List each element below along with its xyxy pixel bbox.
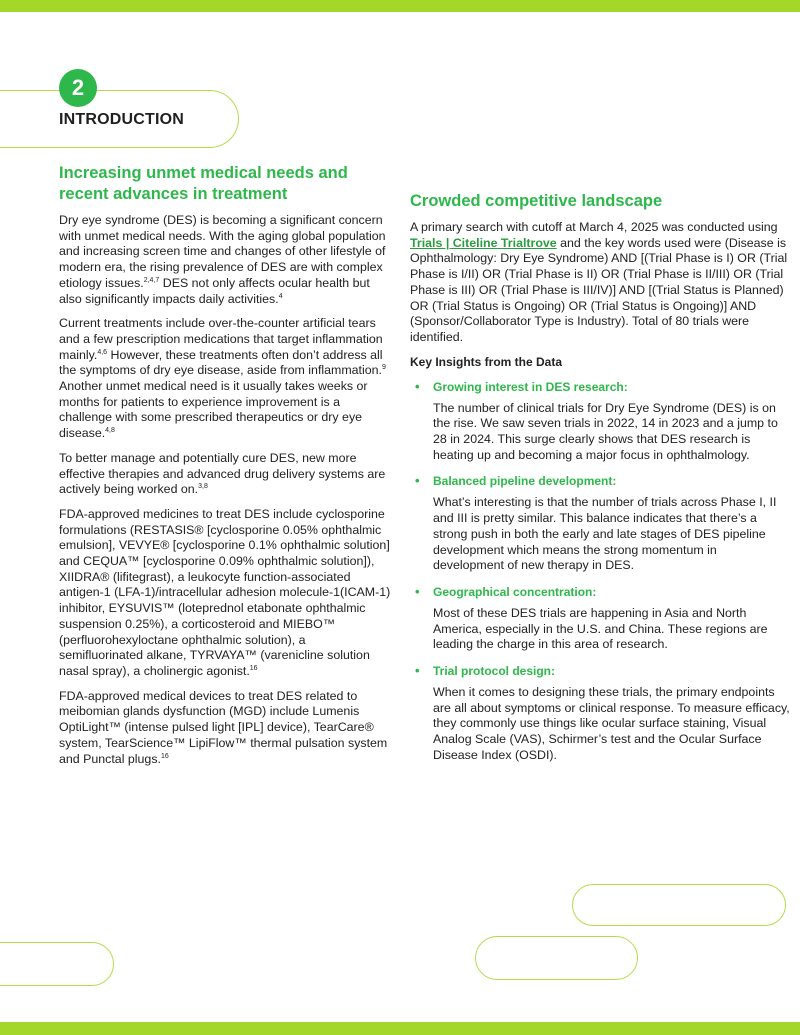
citation-ref: 3,8 xyxy=(198,483,208,491)
paragraph-text: To better manage and potentially cure DES, new more effective therapies and advanced drug delivery systems are actively being worked on. xyxy=(59,450,386,497)
citation-ref: 16 xyxy=(249,664,258,672)
paragraph-text: FDA-approved medical devices to treat DES related to meibomian glands dysfunction (MGD) include Lumenis OptiLight™ (intense pulsed light [IPL] device), TearCare® system, TearScience™ LipiFlow™ thermal pulsation system and Punctal plugs. xyxy=(59,688,388,766)
insight-item xyxy=(410,473,790,574)
decorative-pill-outline xyxy=(572,884,786,926)
paragraph-text: Current treatments include over-the-counter artificial tears and a few prescription medications that target inflammation mainly. xyxy=(59,316,383,362)
paragraph-text: Another unmet medical need is it usually takes weeks or months for patients to experience improvement is a challenge with some prescribed therapeutics or dry eye disease. xyxy=(59,379,368,441)
insight-body: The number of clinical trials for Dry Eye Syndrome (DES) is on the rise. We saw seven trials in 2022, 14 in 2023 and a jump to 28 in 2024. This surge clearly shows that DES research is heating up and becoming a major focus in ophthalmology. xyxy=(433,400,778,462)
section-title: INTRODUCTION xyxy=(59,111,185,128)
insight-title xyxy=(410,473,790,489)
paragraph-text: and the key words used were (Disease is Ophthalmology: Dry Eye Syndrome) AND [(Trial Phase is I) OR (Trial Phase is I/II) OR (Trial Phase is II) OR (Trial Phase is II/III) OR (Trial Phase is III) OR (Trial Phase is III/IV)] AND [(Trial Status is Planned) OR (Trial Status is Ongoing) OR (Trial Status is Ongoing)] AND (Sponsor/Collaborator Type is Industry). Total of 80 trials were identified. xyxy=(410,235,788,344)
paragraph-fda-medicines xyxy=(59,507,391,680)
decorative-pill-outline xyxy=(475,936,638,980)
bullet-icon: • xyxy=(415,473,420,489)
bullet-icon: • xyxy=(415,663,420,679)
bottom-accent-bar xyxy=(0,1022,800,1035)
insight-title-text: Growing interest in DES research: xyxy=(433,379,628,394)
insight-title xyxy=(410,663,790,679)
paragraph-search-method xyxy=(410,220,790,346)
trialtrove-link[interactable]: Trials | Citeline Trialtrove xyxy=(410,235,557,250)
insight-item xyxy=(410,584,790,653)
citation-ref: 16 xyxy=(160,752,169,760)
insight-title-text: Trial protocol design: xyxy=(433,664,556,679)
paragraph-text: DES not only affects ocular health but also significantly impacts daily activities. xyxy=(59,275,370,306)
right-column xyxy=(410,191,790,774)
insight-item xyxy=(410,663,790,764)
paragraph-text: However, these treatments often don’t address all the symptoms of dry eye disease, aside from inflammation. xyxy=(59,347,383,378)
citation-ref: 4,6 xyxy=(97,348,108,356)
insight-body: What’s interesting is that the number of trials across Phase I, II and III is pretty similar. This balance indicates that there’s a strong push in both the early and late stages of DES pipeline development which means the strong momentum in development of new therapy in DES. xyxy=(433,495,777,573)
paragraph-fda-devices xyxy=(59,689,391,768)
decorative-pill-outline xyxy=(0,942,114,986)
paragraph-new-therapies xyxy=(59,451,391,498)
left-column xyxy=(59,163,391,776)
left-heading: Increasing unmet medical needs and recent advances in treatment xyxy=(59,164,348,203)
insight-body: Most of these DES trials are happening in Asia and North America, especially in the U.S. and China. These regions are leading the charge in this area of research. xyxy=(433,605,768,652)
bullet-icon: • xyxy=(415,583,420,599)
paragraph-text: A primary search with cutoff at March 4, 2025 was conducted using xyxy=(410,220,778,234)
citation-ref: 4,8 xyxy=(105,427,115,435)
paragraph-des-overview xyxy=(59,213,391,307)
right-heading: Crowded competitive landscape xyxy=(410,192,663,210)
citation-ref: 2,4,7 xyxy=(143,276,160,284)
insight-title-text: Balanced pipeline development: xyxy=(433,474,617,489)
insight-item xyxy=(410,379,790,464)
key-insights-heading: Key Insights from the Data xyxy=(410,354,563,369)
insight-title xyxy=(410,584,790,600)
citation-ref: 9 xyxy=(381,364,386,372)
insight-body: When it comes to designing these trials, the primary endpoints are all about symptoms or clinical response. To measure efficacy, they commonly use things like ocular surface staining, Visual Analog Scale (VAS), Schirmer’s test and the Ocular Surface Disease Index (OSDI). xyxy=(433,685,790,762)
paragraph-text: FDA-approved medicines to treat DES include cyclosporine formulations (RESTASIS® [cyclosporine 0.05% ophthalmic emulsion], VEVYE® [cyclosporine 0.1% ophthalmic solution] and CEQUA™ [cyclosporine 0.09% ophthalmic solution]), XIIDRA® (lifitegrast), a leukocyte function-associated antigen-1 (LFA-1)/intracellular adhesion molecule-1(ICAM-1) inhibitor, EYSUVIS™ (loteprednol etabonate ophthalmic suspension 0.25%), a corticosteroid and MIEBO™ (perfluorohexyloctane ophthalmic solution), a semifluorinated alkane, TYRVAYA™ (varenicline solution nasal spray), a cholinergic agonist. xyxy=(59,506,391,678)
paragraph-text: Dry eye syndrome (DES) is becoming a significant concern with unmet medical needs. With the aging global population and increasing screen time and changes of other lifestyle of modern era, the rising prevalence of DES are with complex etiology issues. xyxy=(59,213,386,290)
citation-ref: 4 xyxy=(278,292,283,300)
insight-title xyxy=(410,379,790,395)
top-accent-bar xyxy=(0,0,800,12)
insight-title-text: Geographical concentration: xyxy=(433,584,597,599)
paragraph-current-treatments xyxy=(59,316,391,442)
section-number-badge: 2 xyxy=(59,69,97,107)
bullet-icon: • xyxy=(415,378,420,394)
